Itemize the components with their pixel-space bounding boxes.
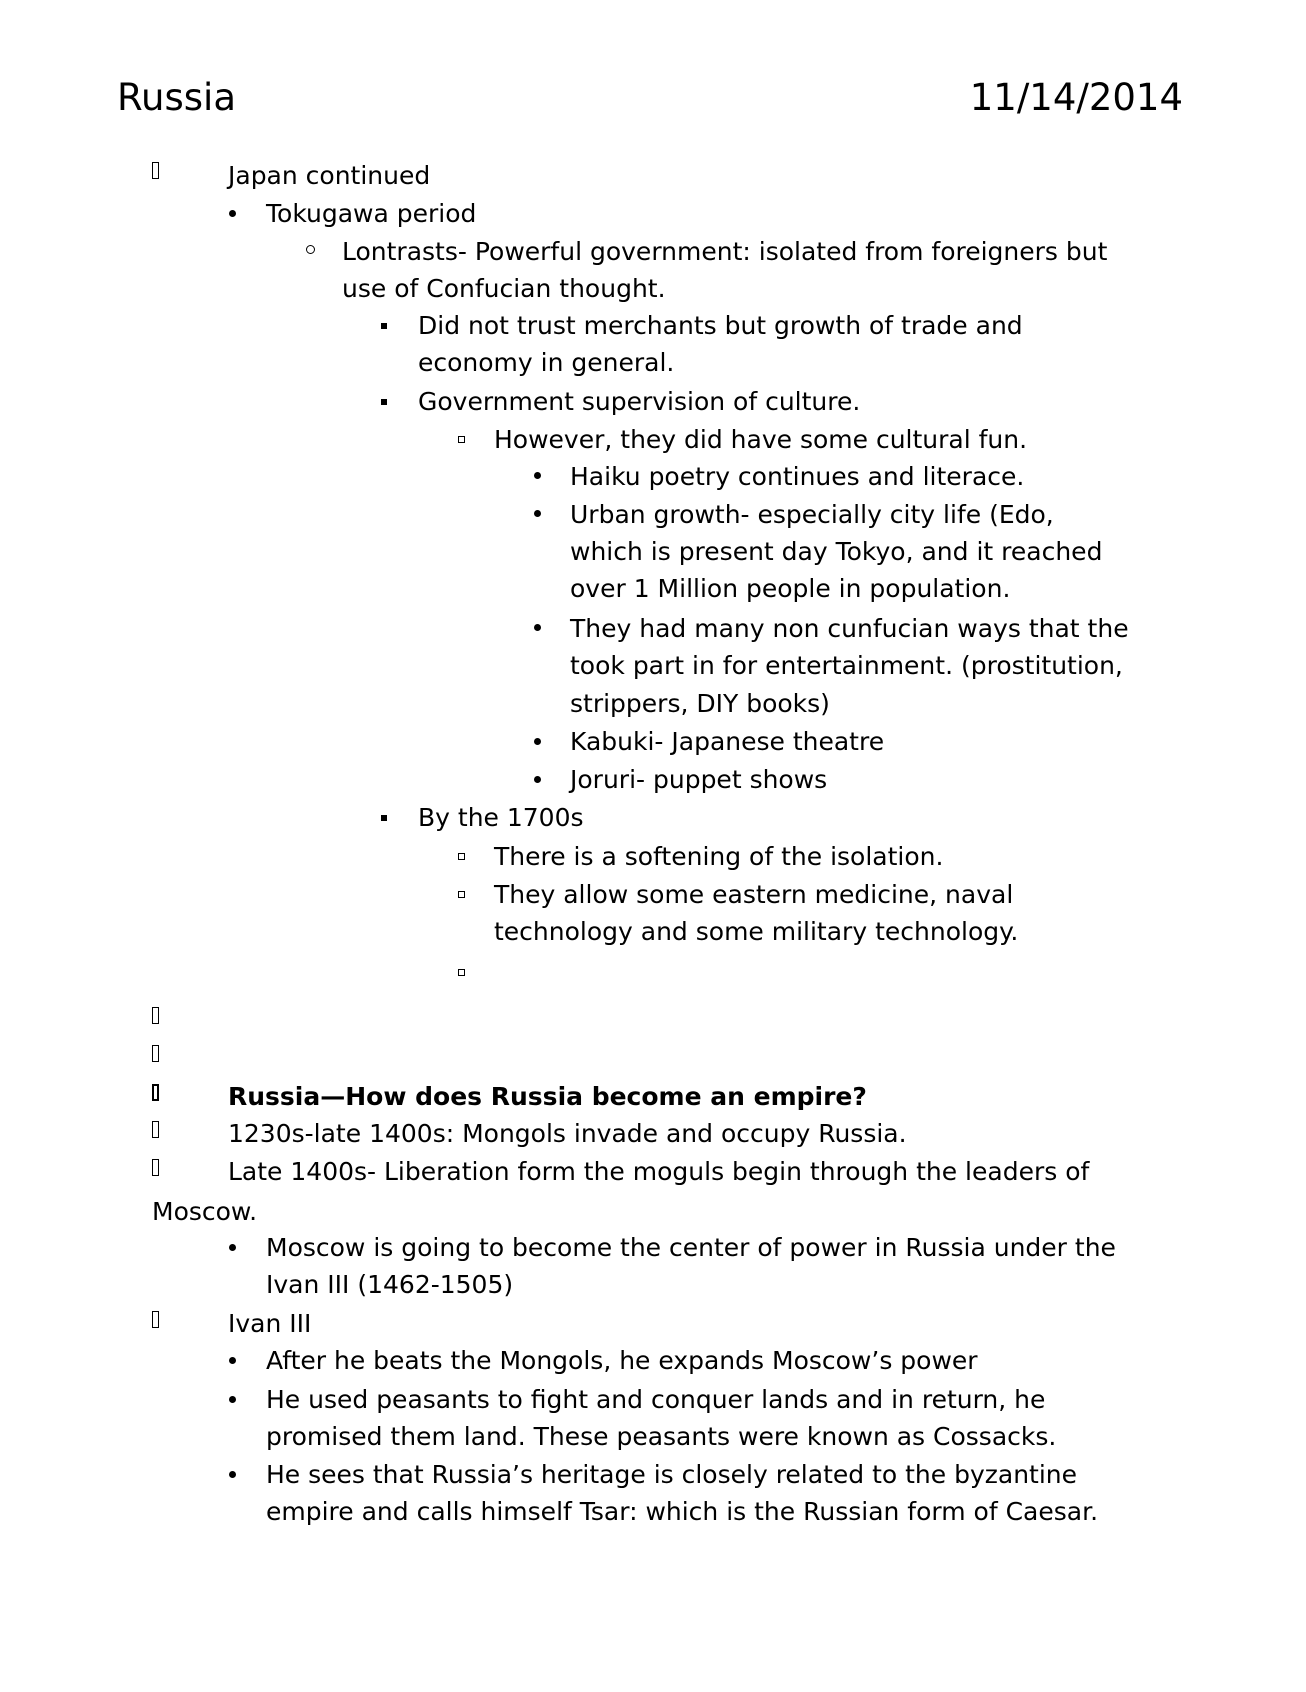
softening-item: There is a softening of the isolation. (494, 842, 944, 871)
bullet-hollow-square (458, 969, 465, 976)
heritage-line-1: He sees that Russia’s heritage is closely related to the byzantine (266, 1460, 1078, 1489)
bullet-dot (229, 210, 236, 217)
ivan-heading: Ivan III (228, 1309, 312, 1338)
moscow-line-1: Moscow is going to become the center of power in Russia under the (266, 1233, 1116, 1262)
contrasts-line-1: Lontrasts- Powerful government: isolated from foreigners but (342, 237, 1108, 266)
page-title: Russia (117, 76, 237, 119)
kabuki-item: Kabuki- Japanese theatre (570, 727, 885, 756)
bullet-dot (534, 624, 541, 631)
liberation-line-2: Moscow. (152, 1197, 258, 1226)
urban-line-2: which is present day Tokyo, and it reached (570, 537, 1103, 566)
ivan-beats-item: After he beats the Mongols, he expands Moscow’s power (266, 1346, 978, 1375)
mongols-item: 1230s-late 1400s: Mongols invade and occupy Russia. (228, 1119, 907, 1148)
missing-glyph-bullet (152, 1007, 159, 1024)
bullet-hollow-square (458, 891, 465, 898)
urban-line-3: over 1 Million people in population. (570, 574, 1011, 603)
bullet-dot (534, 776, 541, 783)
noncon-line-2: took part in for entertainment. (prostitution, (570, 651, 1123, 680)
peasants-line-2: promised them land. These peasants were known as Cossacks. (266, 1422, 1057, 1451)
tokugawa-item: Tokugawa period (266, 199, 477, 228)
bullet-dot (229, 1357, 236, 1364)
bullet-dot (534, 472, 541, 479)
missing-glyph-bullet (152, 1084, 159, 1101)
liberation-line-1: Late 1400s- Liberation form the moguls begin through the leaders of (228, 1157, 1090, 1186)
russia-heading: Russia—How does Russia become an empire? (228, 1082, 867, 1111)
missing-glyph-bullet (152, 1311, 159, 1328)
moscow-line-2: Ivan III (1462-1505) (266, 1270, 514, 1299)
haiku-item: Haiku poetry continues and literace. (570, 462, 1025, 491)
heritage-line-2: empire and calls himself Tsar: which is the Russian form of Caesar. (266, 1497, 1099, 1526)
bullet-dot (229, 1396, 236, 1403)
bullet-dot (229, 1471, 236, 1478)
bullet-square (381, 815, 387, 821)
merchants-line-1: Did not trust merchants but growth of trade and (418, 311, 1023, 340)
bullet-hollow-square (458, 853, 465, 860)
bullet-square (381, 323, 387, 329)
missing-glyph-bullet (152, 1121, 159, 1138)
bullet-circle (306, 245, 315, 254)
peasants-line-1: He used peasants to fight and conquer lands and in return, he (266, 1385, 1046, 1414)
bullet-hollow-square (458, 436, 465, 443)
medicine-line-2: technology and some military technology. (494, 917, 1019, 946)
by1700s-item: By the 1700s (418, 803, 584, 832)
noncon-line-3: strippers, DIY books) (570, 689, 830, 718)
urban-line-1: Urban growth- especially city life (Edo, (570, 500, 1054, 529)
contrasts-line-2: use of Confucian thought. (342, 274, 666, 303)
cultural-fun-item: However, they did have some cultural fun. (494, 425, 1028, 454)
bullet-dot (534, 738, 541, 745)
bullet-dot (534, 510, 541, 517)
noncon-line-1: They had many non cunfucian ways that the (570, 614, 1129, 643)
missing-glyph-bullet (152, 1045, 159, 1062)
supervision-item: Government supervision of culture. (418, 387, 861, 416)
joruri-item: Joruri- puppet shows (570, 765, 828, 794)
merchants-line-2: economy in general. (418, 348, 675, 377)
missing-glyph-bullet (152, 162, 159, 179)
medicine-line-1: They allow some eastern medicine, naval (494, 880, 1014, 909)
japan-heading: Japan continued (228, 161, 431, 190)
page-date: 11/14/2014 (969, 76, 1183, 119)
bullet-dot (229, 1244, 236, 1251)
bullet-square (381, 399, 387, 405)
missing-glyph-bullet (152, 1159, 159, 1176)
